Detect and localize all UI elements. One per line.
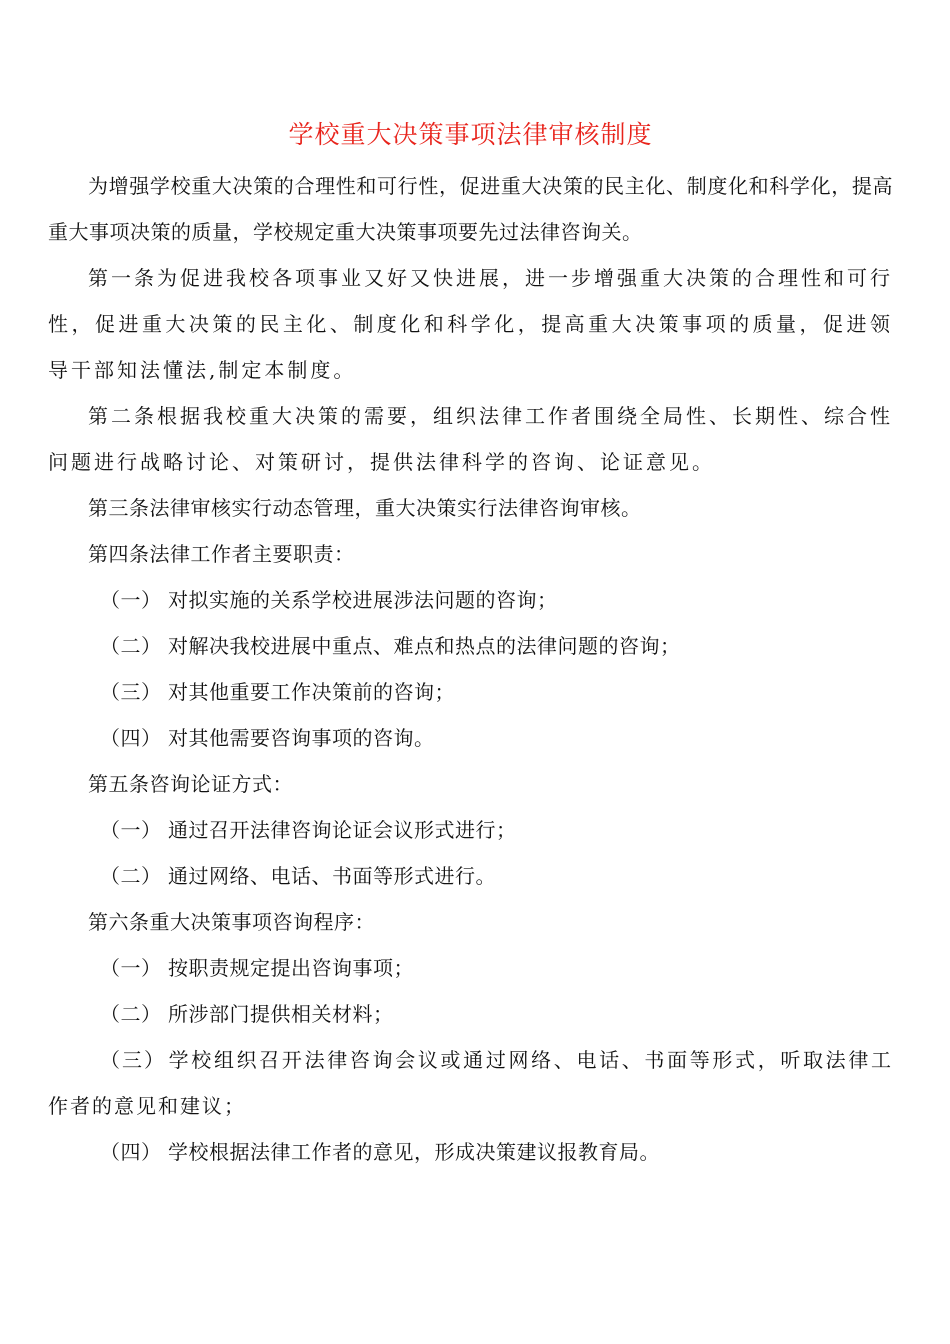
item-text: 对其他重要工作决策前的咨询； [168, 680, 455, 704]
article-6-item-1 [48, 945, 893, 991]
item-number: （三） [100, 1048, 166, 1072]
item-text: 学校组织召开法律咨询会议或通过网络、电话、书面等形式，听取法律工作者的意见和建议； [48, 1048, 893, 1118]
article-2: 第二条根据我校重大决策的需要，组织法律工作者围绕全局性、长期性、综合性问题进行战略讨论、对策研讨，提供法律科学的咨询、论证意见。 [48, 404, 893, 474]
item-text: 对解决我校进展中重点、难点和热点的法律问题的咨询； [168, 634, 681, 658]
article-4-item-1 [48, 577, 893, 623]
item-text: 按职责规定提出咨询事项； [168, 956, 414, 980]
article-6-heading: 第六条重大决策事项咨询程序： [88, 910, 375, 934]
article-3: 第三条法律审核实行动态管理，重大决策实行法律咨询审核。 [88, 496, 642, 520]
article-4-item-4 [48, 715, 893, 761]
item-number: （二） [100, 634, 162, 658]
item-number: （四） [100, 1140, 162, 1164]
item-number: （四） [100, 726, 162, 750]
item-text: 对拟实施的关系学校进展涉法问题的咨询； [168, 588, 558, 612]
item-text: 所涉部门提供相关材料； [168, 1002, 394, 1026]
item-text: 通过召开法律咨询论证会议形式进行； [168, 818, 517, 842]
intro-paragraph: 为增强学校重大决策的合理性和可行性，促进重大决策的民主化、制度化和科学化，提高重大事项决策的质量，学校规定重大决策事项要先过法律咨询关。 [48, 174, 893, 244]
item-text: 学校根据法律工作者的意见，形成决策建议报教育局。 [168, 1140, 660, 1164]
article-4-item-2 [48, 623, 893, 669]
article-5-item-2 [48, 853, 893, 899]
item-number: （二） [100, 864, 162, 888]
article-5-heading: 第五条咨询论证方式： [88, 772, 293, 796]
article-1: 第一条为促进我校各项事业又好又快进展，进一步增强重大决策的合理性和可行性，促进重大决策的民主化、制度化和科学化，提高重大决策事项的质量，促进领导干部知法懂法,制定本制度。 [48, 266, 893, 382]
document-page [48, 113, 893, 1175]
item-number: （三） [100, 680, 162, 704]
document-title: 学校重大决策事项法律审核制度 [288, 120, 653, 149]
item-text: 通过网络、电话、书面等形式进行。 [168, 864, 496, 888]
article-4-item-3 [48, 669, 893, 715]
item-number: （一） [100, 818, 162, 842]
item-number: （二） [100, 1002, 162, 1026]
item-number: （一） [100, 956, 162, 980]
item-text: 对其他需要咨询事项的咨询。 [168, 726, 435, 750]
item-number: （一） [100, 588, 162, 612]
article-6-item-4 [48, 1129, 893, 1175]
article-6-item-3 [48, 1037, 893, 1129]
article-6-item-2 [48, 991, 893, 1037]
article-4-heading: 第四条法律工作者主要职责： [88, 542, 355, 566]
article-5-item-1 [48, 807, 893, 853]
